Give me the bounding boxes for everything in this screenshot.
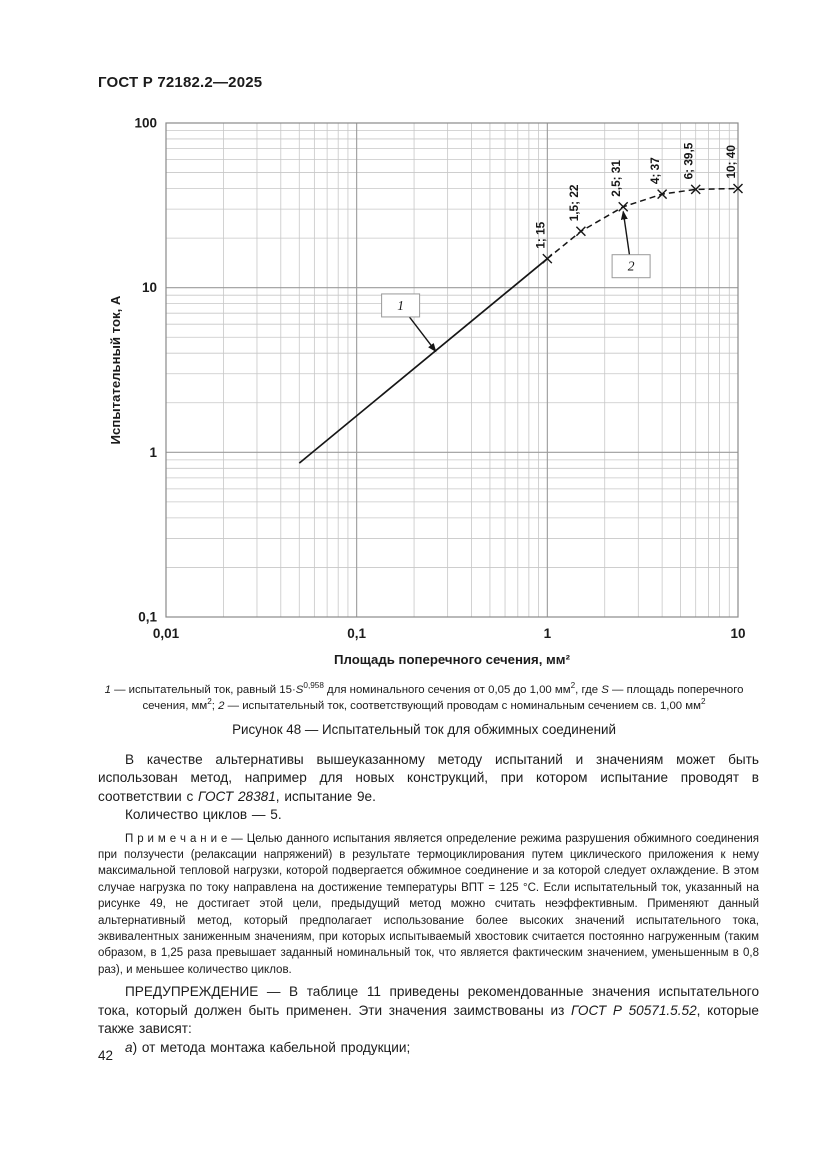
- svg-text:1; 15: 1; 15: [533, 221, 548, 249]
- svg-text:0,01: 0,01: [152, 626, 180, 641]
- body-text-column: [98, 751, 759, 1057]
- note-paragraph: П р и м е ч а н и е — Целью данного испытания является определение режима разрушения обжимного соединения при ползучести (релаксации напряжений) в результате термоциклирования путем циклического приложения к нему максимальной тепловой нагрузки, которой подвергается обжимное соединение и за которой следует охлаждение. В этом случае нагрузка по току направлена на достижение температуры ВПТ = 125 °С. Если испытательный ток, указанный на рисунке 49, не достигает этой цели, предыдущий метод можно считать неэффективным. Применяют данный альтернативный метод, который предполагает использование более высоких значений испытательного тока, эквивалентных заниженным значениям, при которых испытываемый хвостовик считается постоянно нагруженным (таким образом, в 1,25 раза превышает заданный номинальный ток, что является фактическим значением, уменьшенным в 0,8 раз), и меньшее количество циклов.: [98, 832, 759, 976]
- svg-text:0,1: 0,1: [347, 626, 367, 641]
- svg-text:2,5; 31: 2,5; 31: [609, 160, 624, 197]
- document-header: ГОСТ Р 72182.2—2025: [98, 74, 263, 91]
- svg-text:1: 1: [397, 297, 404, 313]
- svg-text:1,5; 22: 1,5; 22: [566, 184, 581, 222]
- svg-text:10: 10: [141, 280, 157, 296]
- figure-title: Рисунок 48 — Испытательный ток для обжимных соединений: [232, 722, 616, 737]
- paragraph-alternative-method: В качестве альтернативы вышеуказанному методу испытаний и значениям может быть использован метод, например для новых конструкций, при котором испытание проводят в соответствии с ГОСТ 28381, испытание 9е.: [98, 752, 759, 804]
- page-number: 42: [98, 1048, 114, 1063]
- svg-text:100: 100: [134, 115, 157, 131]
- svg-text:2: 2: [627, 258, 635, 274]
- svg-text:Площадь поперечного сечения, м: Площадь поперечного сечения, мм²: [334, 652, 570, 667]
- warning-paragraph: ПРЕДУПРЕЖДЕНИЕ — В таблице 11 приведены рекомендованные значения испытательного тока, который должен быть применен. Эти значения заимствованы из ГОСТ Р 50571.5.52, которые также зависят:: [98, 984, 759, 1037]
- svg-text:10: 10: [730, 626, 746, 641]
- svg-text:1: 1: [543, 626, 552, 641]
- svg-text:6; 39,5: 6; 39,5: [681, 142, 696, 180]
- figure-caption: 1 — испытательный ток, равный $15\cdot S^{0,958}$ для номинального сечения от 0,05 до 1,00 $мм^2$, где S — площадь поперечного сечения, $мм^2$; 2 — испытательный ток, соответствующий проводам с номинальным сечением св. 1,00 $мм^2$: [104, 681, 744, 712]
- svg-text:1: 1: [149, 444, 157, 460]
- svg-text:Испытательный ток, А: Испытательный ток, А: [108, 295, 123, 445]
- list-item-a: а) от метода монтажа кабельной продукции;: [125, 1039, 411, 1055]
- paragraph-cycles-count: Количество циклов — 5.: [125, 807, 282, 823]
- svg-text:0,1: 0,1: [138, 609, 157, 625]
- svg-text:10; 40: 10; 40: [724, 145, 738, 179]
- svg-text:4; 37: 4; 37: [648, 157, 663, 185]
